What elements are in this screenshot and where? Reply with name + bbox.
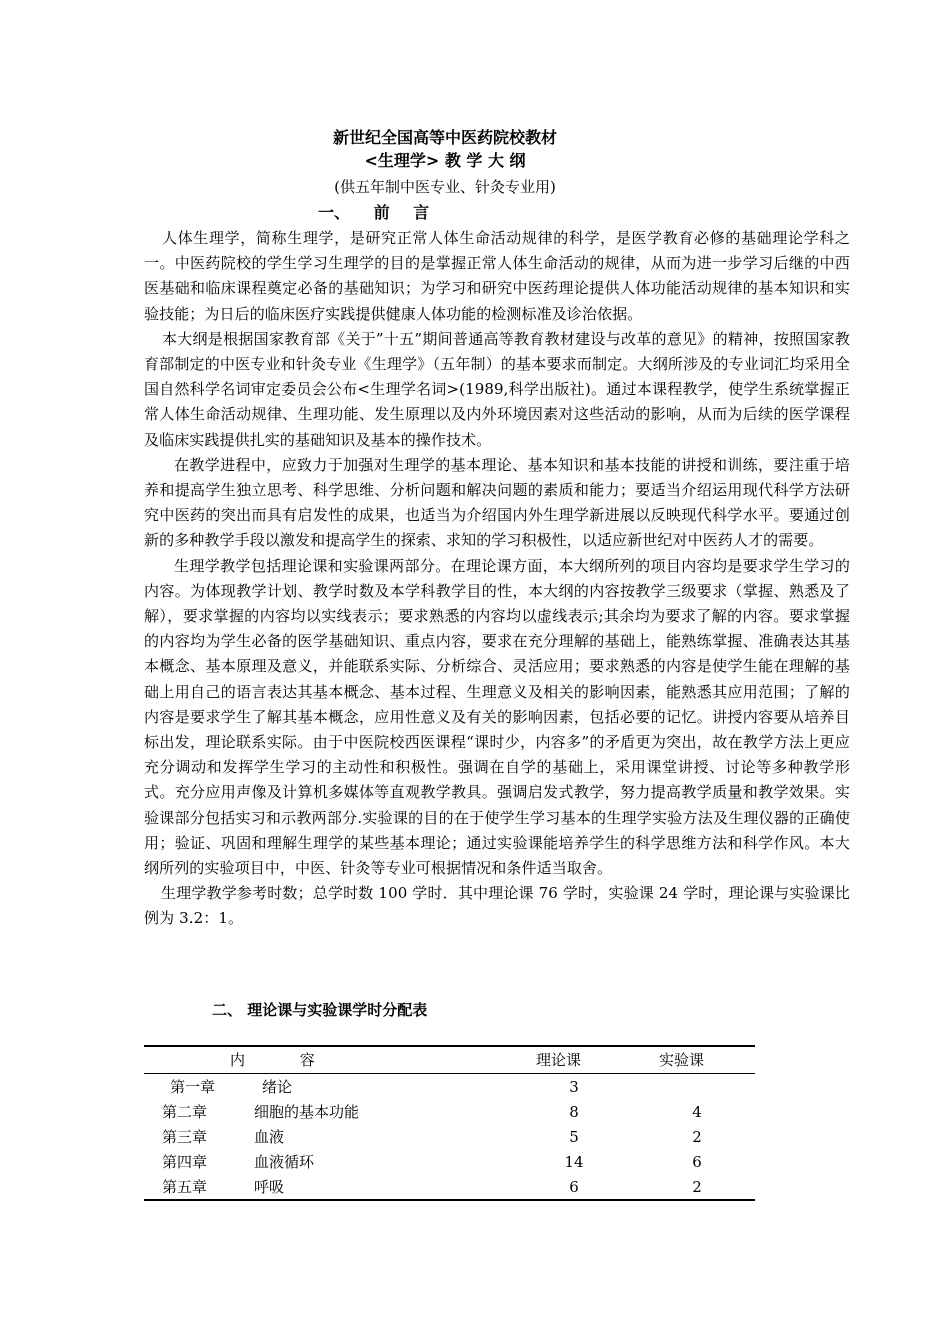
document-title: 新世纪全国高等中医药院校教材 bbox=[332, 128, 557, 147]
section-heading-preface: 一、 前 言 bbox=[318, 203, 430, 222]
theory-hours: 6 bbox=[569, 1178, 579, 1196]
theory-hours: 3 bbox=[569, 1078, 579, 1096]
paragraph: 生理学教学参考时数；总学时数 100 学时．其中理论课 76 学时，实验课 24 学时，理论课与实验课比例为 3.2：1。 bbox=[144, 884, 850, 928]
chapter-number: 第五章 bbox=[162, 1178, 208, 1196]
chapter-number: 第一章 bbox=[170, 1078, 216, 1096]
lab-hours: 4 bbox=[692, 1103, 702, 1121]
chapter-name: 血液 bbox=[254, 1128, 285, 1146]
syllabus-title: <生理学> 教 学 大 纲 bbox=[364, 151, 526, 170]
paragraph: 生理学教学包括理论课和实验课两部分。在理论课方面，本大纲所列的项目内容均是要求学生学习的内容。为体现教学计划、教学时数及本学科教学目的性，本大纲的内容按教学三级要求（掌握、熟悉及了解），要求掌握的内容均以实线表示；要求熟悉的内容均以虚线表示;其余均为要求了解的内容。要求掌握的内容均为学生必备的医学基础知识、重点内容，要求在充分理解的基础上，能熟练掌握、准确表达其基本概念、基本原理及意义，并能联系实际、分析综合、灵活应用；要求熟悉的内容是使学生能在理解的基础上用自己的语言表达其基本概念、基本过程、生理意义及相关的影响因素，能熟悉其应用范围；了解的内容是要求学生了解其基本概念，应用性意义及有关的影响因素，包括必要的记忆。讲授内容要从培养目标出发，理论联系实际。由于中医院校西医课程“课时少，内容多”的矛盾更为突出，故在教学方法上更应充分调动和发挥学生学习的主动性和积极性。强调在自学的基础上，采用课堂讲授、讨论等多种教学形式。充分应用声像及计算机多媒体等直观教学教具。强调启发式教学，努力提高教学质量和教学效果。实验课部分包括实习和示教两部分.实验课的目的在于使学生学习基本的生理学实验方法及生理仪器的正确使用；验证、巩固和理解生理学的某些基本理论；通过实验课能培养学生的科学思维方法和科学作风。本大纲所列的实验项目中，中医、针灸等专业可根据情况和条件适当取舍。 bbox=[144, 556, 850, 878]
lab-hours: 2 bbox=[692, 1128, 702, 1146]
chapter-name: 绪论 bbox=[262, 1078, 293, 1096]
chapter-number: 第二章 bbox=[162, 1103, 208, 1121]
chapter-number: 第三章 bbox=[162, 1128, 208, 1146]
header-content: 内 容 bbox=[230, 1051, 315, 1069]
chapter-name: 血液循环 bbox=[254, 1153, 315, 1171]
theory-hours: 14 bbox=[564, 1153, 584, 1171]
chapter-number: 第四章 bbox=[162, 1153, 208, 1171]
header-theory: 理论课 bbox=[536, 1051, 582, 1069]
paragraph: 本大纲是根据国家教育部《关于”十五”期间普通高等教育教材建设与改革的意见》的精神，按照国家教育部制定的中医专业和针灸专业《生理学》（五年制）的基本要求而制定。大纲所涉及的专业词汇均采用全国自然科学名词审定委员会公布<生理学名词>(1989,科学出版社)。通过本课程教学，使学生系统掌握正常人体生命活动规律、生理功能、发生原理以及内外环境因素对这些活动的影响，从而为后续的医学课程及临床实践提供扎实的基础知识及基本的操作技术。 bbox=[144, 329, 850, 449]
paragraph: 在教学进程中，应致力于加强对生理学的基本理论、基本知识和基本技能的讲授和训练，要注重于培养和提高学生独立思考、科学思维、分析问题和解决问题的素质和能力；要适当介绍运用现代科学方法研究中医药的突出而具有启发性的成果，也适当为介绍国内外生理学新进展以反映现代科学水平。要通过创新的多种教学手段以激发和提高学生的探索、求知的学习积极性，以适应新世纪对中医药人才的需要。 bbox=[144, 455, 850, 550]
hours-table bbox=[144, 1045, 755, 1201]
theory-hours: 5 bbox=[569, 1128, 579, 1146]
lab-hours: 6 bbox=[692, 1153, 702, 1171]
table-row bbox=[144, 1099, 755, 1124]
table-row bbox=[144, 1174, 755, 1199]
header-lab: 实验课 bbox=[659, 1051, 705, 1069]
preface-body bbox=[144, 226, 850, 932]
chapter-name: 呼吸 bbox=[254, 1178, 285, 1196]
table-row bbox=[144, 1149, 755, 1174]
section-heading-hours-table: 二、 理论课与实验课学时分配表 bbox=[212, 1001, 428, 1019]
table-row bbox=[144, 1124, 755, 1149]
table-header-row bbox=[144, 1047, 755, 1074]
chapter-name: 细胞的基本功能 bbox=[254, 1103, 360, 1121]
theory-hours: 8 bbox=[569, 1103, 579, 1121]
paragraph: 人体生理学，简称生理学，是研究正常人体生命活动规律的科学，是医学教育必修的基础理论学科之一。中医药院校的学生学习生理学的目的是掌握正常人体生命活动的规律，从而为进一步学习后继的中西医基础和临床课程奠定必备的基础知识；为学习和研究中医药理论提供人体功能活动规律的基本知识和实验技能；为日后的临床医疗实践提供健康人体功能的检测标准及诊治依据。 bbox=[144, 229, 850, 323]
table-row bbox=[144, 1074, 755, 1099]
lab-hours: 2 bbox=[692, 1178, 702, 1196]
document-subtitle: (供五年制中医专业、针灸专业用) bbox=[334, 178, 556, 196]
